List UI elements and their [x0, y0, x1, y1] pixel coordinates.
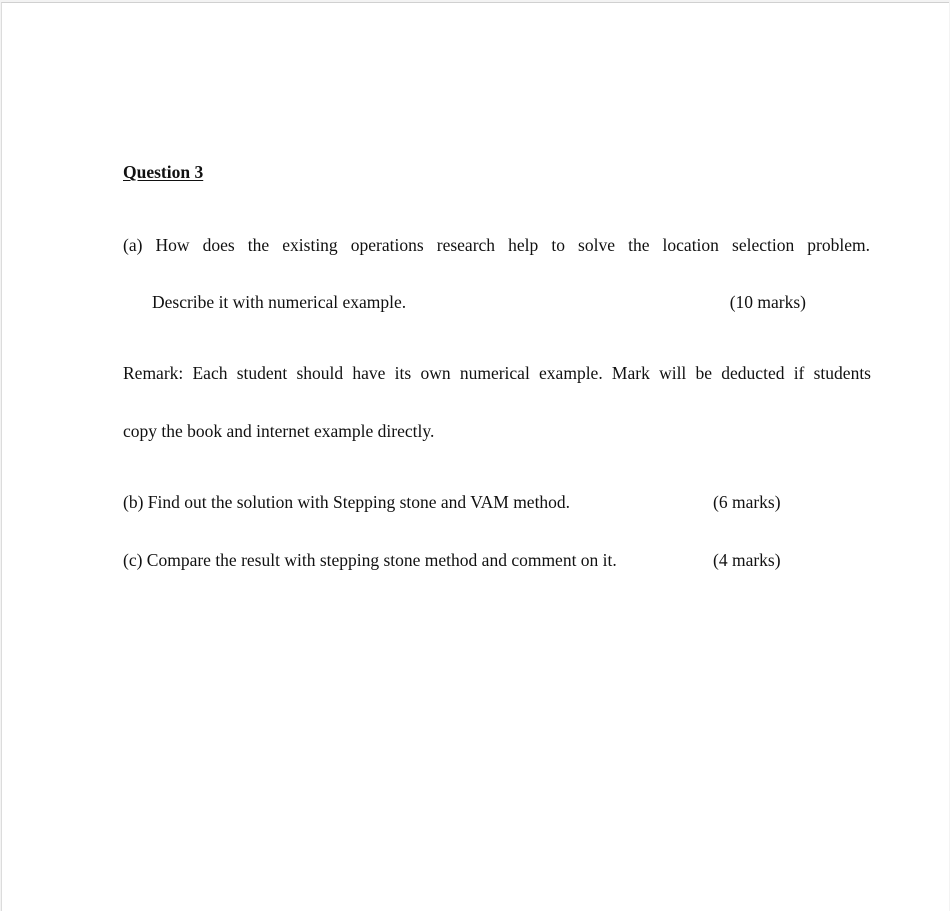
document-page — [1, 2, 949, 911]
part-c-marks: (4 marks) — [713, 550, 781, 570]
part-a-question-line: (a) How does the existing operations research help to solve the location selection problem. — [123, 235, 870, 255]
remark-line-2: copy the book and internet example directly. — [123, 421, 435, 441]
question-heading: Question 3 — [123, 162, 204, 182]
part-a-continuation-row — [152, 291, 806, 313]
part-a-marks: (10 marks) — [729, 292, 806, 312]
part-c-text: (c) Compare the result with stepping stone method and comment on it. — [123, 550, 617, 570]
part-b-text: (b) Find out the solution with Stepping stone and VAM method. — [123, 492, 571, 512]
remark-line-1: Remark: Each student should have its own numerical example. Mark will be deducted if students — [123, 363, 871, 383]
part-a-describe-text: Describe it with numerical example. — [152, 292, 407, 312]
part-b-marks: (6 marks) — [713, 492, 781, 512]
